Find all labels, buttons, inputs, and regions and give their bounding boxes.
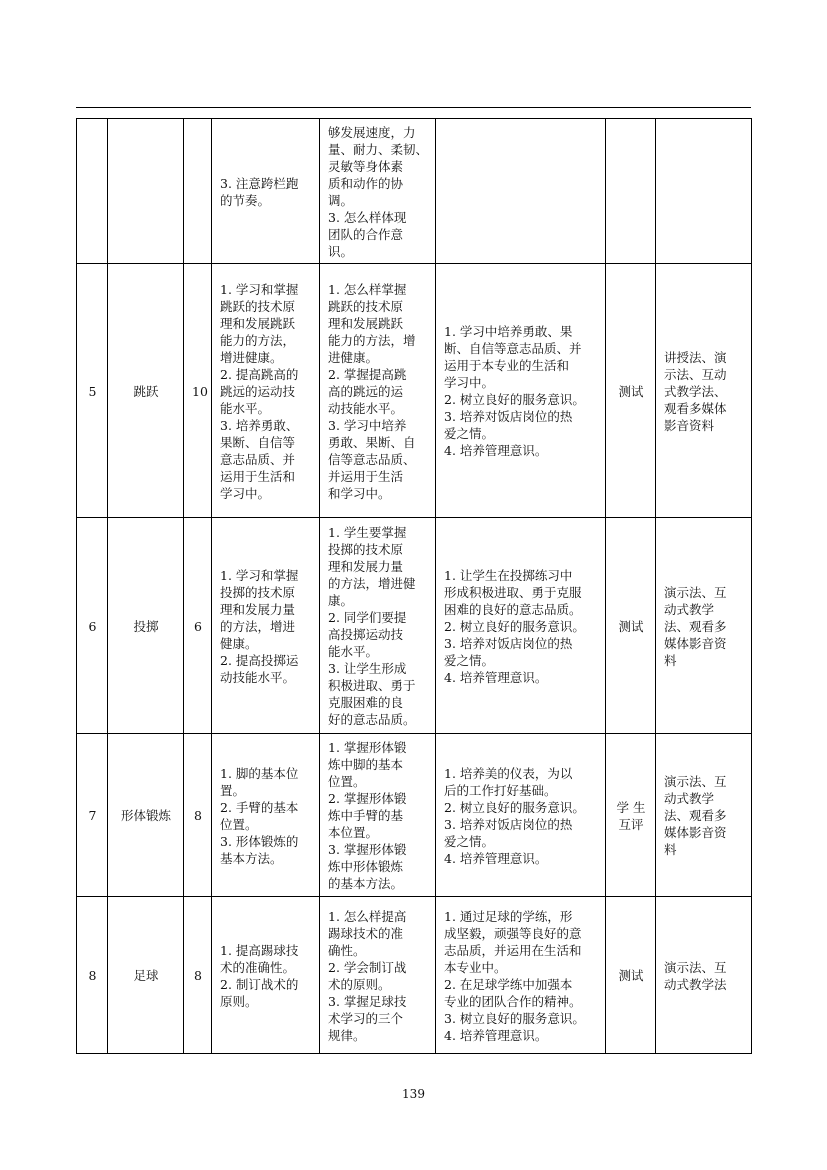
- ideological-cell-line: 4. 培养管理意识。: [444, 1027, 548, 1043]
- key-points-cell-line: 2. 学会制订战: [328, 959, 407, 975]
- methods-cell-line: 演示法、互: [664, 774, 727, 789]
- methods-cell-line: 演示法、互: [664, 959, 727, 975]
- objectives-cell-line: 果断、自信等: [220, 434, 296, 450]
- objectives-cell: [212, 734, 320, 897]
- objectives-cell-line: 1. 提高踢球技: [220, 942, 299, 958]
- objectives-cell-line: 理和发展跳跃: [220, 315, 296, 331]
- assessment-cell: 测试: [606, 518, 656, 734]
- ideological-cell: [436, 734, 606, 897]
- key-points-cell-line: 理和发展跳跃: [328, 315, 404, 331]
- class-hours-cell: 8: [184, 897, 212, 1054]
- methods-cell: [656, 264, 752, 518]
- top-rule: [76, 107, 751, 108]
- methods-cell-line: 式教学法、: [664, 383, 727, 399]
- key-points-cell-line: 3. 怎么样体现: [328, 209, 407, 225]
- objectives-cell: [212, 264, 320, 518]
- methods-cell-line: 法、观看多: [664, 808, 727, 823]
- key-points-cell-line: 术的原则。: [328, 976, 391, 992]
- table-row: [77, 897, 752, 1054]
- key-points-cell-line: 和学习中。: [328, 485, 391, 501]
- key-points-cell-line: 勇敢、果断、自: [328, 434, 416, 450]
- key-points-cell-line: 术学习的三个: [328, 1010, 404, 1026]
- objectives-cell-line: 1. 脚的基本位: [220, 765, 299, 781]
- key-points-cell-line: 够发展速度，力: [328, 124, 416, 140]
- course-plan-table: [76, 118, 752, 1054]
- ideological-cell: [436, 264, 606, 518]
- ideological-cell-line: 4. 培养管理意识。: [444, 850, 548, 866]
- ideological-cell-line: 1. 学习中培养勇敢、果: [444, 324, 573, 339]
- page-number: 139: [402, 1087, 425, 1101]
- key-points-cell-line: 3. 让学生形成: [328, 661, 407, 676]
- key-points-cell-line: 1. 怎么样掌握: [328, 281, 407, 297]
- methods-cell-line: 演示法、互: [664, 584, 727, 600]
- objectives-cell-line: 2. 手臂的基本: [220, 799, 299, 815]
- ideological-cell-line: 4. 培养管理意识。: [444, 443, 548, 458]
- ideological-cell-line: 爱之情。: [444, 652, 495, 668]
- key-points-cell-line: 的方法，增进健: [328, 576, 416, 591]
- key-points-cell-line: 规律。: [328, 1027, 366, 1043]
- table-row: [77, 119, 752, 264]
- ideological-cell-line: 爱之情。: [444, 426, 495, 441]
- objectives-cell-line: 动技能水平。: [220, 669, 296, 685]
- key-points-cell-line: 量、耐力、柔韧、: [328, 141, 429, 157]
- ideological-cell-line: 2. 树立良好的服务意识。: [444, 618, 585, 634]
- key-points-cell-line: 信等意志品质、: [328, 451, 416, 467]
- key-points-cell-line: 2. 掌握提高跳: [328, 366, 407, 382]
- ideological-cell-line: 运用于本专业的生活和: [444, 358, 570, 373]
- methods-cell: [656, 897, 752, 1054]
- objectives-cell-line: 学习中。: [220, 485, 271, 501]
- key-points-cell: [320, 518, 436, 734]
- objectives-cell-line: 增进健康。: [220, 349, 283, 365]
- methods-cell-line: 动式教学: [664, 601, 715, 617]
- objectives-cell-line: 运用于生活和: [220, 468, 296, 484]
- table-row: [77, 264, 752, 518]
- key-points-cell-line: 炼中脚的基本: [328, 757, 404, 772]
- ideological-cell-line: 成坚毅，顽强等良好的意: [444, 925, 582, 941]
- ideological-cell-line: 爱之情。: [444, 833, 495, 849]
- methods-cell-line: 动式教学: [664, 791, 715, 806]
- methods-cell: [656, 119, 752, 264]
- objectives-cell: [212, 119, 320, 264]
- ideological-cell-line: 2. 在足球学练中加强本: [444, 976, 573, 992]
- unit-name-cell: 足球: [108, 897, 184, 1054]
- objectives-cell-line: 2. 制订战术的: [220, 976, 299, 992]
- key-points-cell-line: 调。: [328, 192, 354, 208]
- key-points-cell-line: 并运用于生活: [328, 468, 404, 484]
- methods-cell-line: 媒体影音资: [664, 825, 727, 840]
- assessment-cell: 测试: [606, 897, 656, 1054]
- ideological-cell-line: 2. 树立良好的服务意识。: [444, 392, 585, 407]
- ideological-cell-line: 志品质，并运用在生活和: [444, 942, 582, 958]
- key-points-cell: [320, 119, 436, 264]
- key-points-cell-line: 的基本方法。: [328, 876, 404, 891]
- ideological-cell-line: 断、自信等意志品质、并: [444, 341, 582, 356]
- objectives-cell-line: 术的准确性。: [220, 959, 296, 975]
- objectives-cell-line: 意志品质、并: [220, 451, 296, 467]
- objectives-cell-line: 能水平。: [220, 400, 271, 416]
- methods-cell-line: 法、观看多: [664, 618, 727, 634]
- unit-name-cell: 跳跃: [108, 264, 184, 518]
- unit-number-cell: 5: [77, 264, 108, 518]
- ideological-cell: [436, 897, 606, 1054]
- table-row: [77, 518, 752, 734]
- ideological-cell-line: 专业的团队合作的精神。: [444, 993, 582, 1009]
- key-points-cell-line: 踢球技术的准: [328, 925, 404, 941]
- objectives-cell-line: 3. 形体锻炼的: [220, 833, 299, 849]
- ideological-cell-line: 3. 培养对饭店岗位的热: [444, 816, 573, 832]
- ideological-cell: [436, 518, 606, 734]
- unit-name-cell: [108, 119, 184, 264]
- ideological-cell-line: 后的工作打好基础。: [444, 782, 557, 798]
- methods-cell-line: 示法、互动: [664, 366, 727, 382]
- key-points-cell-line: 质和动作的协: [328, 175, 404, 191]
- key-points-cell-line: 2. 同学们要提: [328, 610, 407, 625]
- unit-name-cell: 形体锻炼: [108, 734, 184, 897]
- objectives-cell-line: 的节奏。: [220, 192, 271, 208]
- unit-number-cell: 8: [77, 897, 108, 1054]
- ideological-cell-line: 2. 树立良好的服务意识。: [444, 799, 585, 815]
- key-points-cell-line: 炼中手臂的基: [328, 808, 404, 823]
- methods-cell-line: 媒体影音资: [664, 635, 727, 651]
- ideological-cell-line: 本专业中。: [444, 959, 507, 975]
- ideological-cell-line: 1. 通过足球的学练，形: [444, 908, 573, 924]
- key-points-cell-line: 1. 掌握形体锻: [328, 740, 407, 755]
- objectives-cell-line: 健康。: [220, 635, 258, 651]
- ideological-cell-line: 3. 培养对饭店岗位的热: [444, 409, 573, 424]
- methods-cell-line: 料: [664, 842, 677, 857]
- methods-cell-line: 影音资料: [664, 417, 715, 433]
- key-points-cell-line: 能水平。: [328, 644, 379, 659]
- objectives-cell-line: 1. 学习和掌握: [220, 281, 299, 297]
- key-points-cell: [320, 264, 436, 518]
- objectives-cell-line: 3. 注意跨栏跑: [220, 175, 299, 191]
- objectives-cell-line: 基本方法。: [220, 850, 283, 866]
- key-points-cell-line: 积极进取、勇于: [328, 678, 416, 693]
- objectives-cell-line: 投掷的技术原: [220, 584, 296, 600]
- key-points-cell-line: 克服困难的良: [328, 695, 404, 710]
- key-points-cell-line: 2. 掌握形体锻: [328, 791, 407, 806]
- objectives-cell-line: 原则。: [220, 993, 258, 1009]
- class-hours-cell: 10: [184, 264, 212, 518]
- table-row: [77, 734, 752, 897]
- objectives-cell-line: 1. 学习和掌握: [220, 567, 299, 583]
- key-points-cell-line: 好的意志品质。: [328, 712, 416, 727]
- objectives-cell-line: 能力的方法，: [220, 332, 296, 348]
- key-points-cell-line: 3. 掌握形体锻: [328, 842, 407, 857]
- key-points-cell: [320, 897, 436, 1054]
- key-points-cell-line: 本位置。: [328, 825, 379, 840]
- key-points-cell-line: 高的跳远的运: [328, 383, 404, 399]
- unit-number-cell: 6: [77, 518, 108, 734]
- methods-cell-line: 动式教学法: [664, 976, 727, 992]
- class-hours-cell: 8: [184, 734, 212, 897]
- objectives-cell: [212, 518, 320, 734]
- key-points-cell-line: 康。: [328, 593, 354, 608]
- objectives-cell-line: 2. 提高跳高的: [220, 366, 299, 382]
- key-points-cell-line: 炼中形体锻炼: [328, 859, 404, 874]
- ideological-cell-line: 1. 培养美的仪表，为以: [444, 765, 573, 781]
- ideological-cell: [436, 119, 606, 264]
- key-points-cell-line: 投掷的技术原: [328, 542, 404, 557]
- key-points-cell-line: 识。: [328, 243, 354, 259]
- objectives-cell-line: 跳跃的技术原: [220, 298, 296, 314]
- key-points-cell-line: 位置。: [328, 774, 366, 789]
- objectives-cell-line: 跳远的运动技: [220, 383, 296, 399]
- key-points-cell-line: 动技能水平。: [328, 400, 404, 416]
- objectives-cell-line: 2. 提高投掷运: [220, 652, 299, 668]
- ideological-cell-line: 4. 培养管理意识。: [444, 669, 548, 685]
- methods-cell-line: 讲授法、演: [664, 349, 727, 365]
- ideological-cell-line: 1. 让学生在投掷练习中: [444, 567, 573, 583]
- assessment-cell: 学 生 互评: [606, 734, 656, 897]
- unit-number-cell: [77, 119, 108, 264]
- methods-cell: [656, 734, 752, 897]
- key-points-cell-line: 能力的方法，增: [328, 332, 416, 348]
- objectives-cell: [212, 897, 320, 1054]
- methods-cell: [656, 518, 752, 734]
- assessment-cell: 测试: [606, 264, 656, 518]
- key-points-cell: [320, 734, 436, 897]
- methods-cell-line: 观看多媒体: [664, 400, 727, 416]
- key-points-cell-line: 团队的合作意: [328, 226, 404, 242]
- key-points-cell-line: 确性。: [328, 942, 366, 958]
- ideological-cell-line: 3. 树立良好的服务意识。: [444, 1010, 585, 1026]
- key-points-cell-line: 进健康。: [328, 349, 379, 365]
- ideological-cell-line: 学习中。: [444, 375, 495, 390]
- key-points-cell-line: 理和发展力量: [328, 559, 404, 574]
- methods-cell-line: 料: [664, 652, 677, 668]
- objectives-cell-line: 置。: [220, 782, 246, 798]
- key-points-cell-line: 跳跃的技术原: [328, 298, 404, 314]
- class-hours-cell: [184, 119, 212, 264]
- class-hours-cell: 6: [184, 518, 212, 734]
- objectives-cell-line: 位置。: [220, 816, 258, 832]
- ideological-cell-line: 3. 培养对饭店岗位的热: [444, 635, 573, 651]
- unit-number-cell: 7: [77, 734, 108, 897]
- objectives-cell-line: 3. 培养勇敢、: [220, 417, 299, 433]
- key-points-cell-line: 3. 掌握足球技: [328, 993, 407, 1009]
- key-points-cell-line: 1. 怎么样提高: [328, 908, 407, 924]
- unit-name-cell: 投掷: [108, 518, 184, 734]
- key-points-cell-line: 灵敏等身体素: [328, 158, 404, 174]
- key-points-cell-line: 高投掷运动技: [328, 627, 404, 642]
- assessment-cell: [606, 119, 656, 264]
- ideological-cell-line: 形成积极进取、勇于克服: [444, 584, 582, 600]
- ideological-cell-line: 困难的良好的意志品质。: [444, 601, 582, 617]
- key-points-cell-line: 3. 学习中培养: [328, 417, 407, 433]
- objectives-cell-line: 的方法，增进: [220, 618, 296, 634]
- key-points-cell-line: 1. 学生要掌握: [328, 525, 407, 540]
- objectives-cell-line: 理和发展力量: [220, 601, 296, 617]
